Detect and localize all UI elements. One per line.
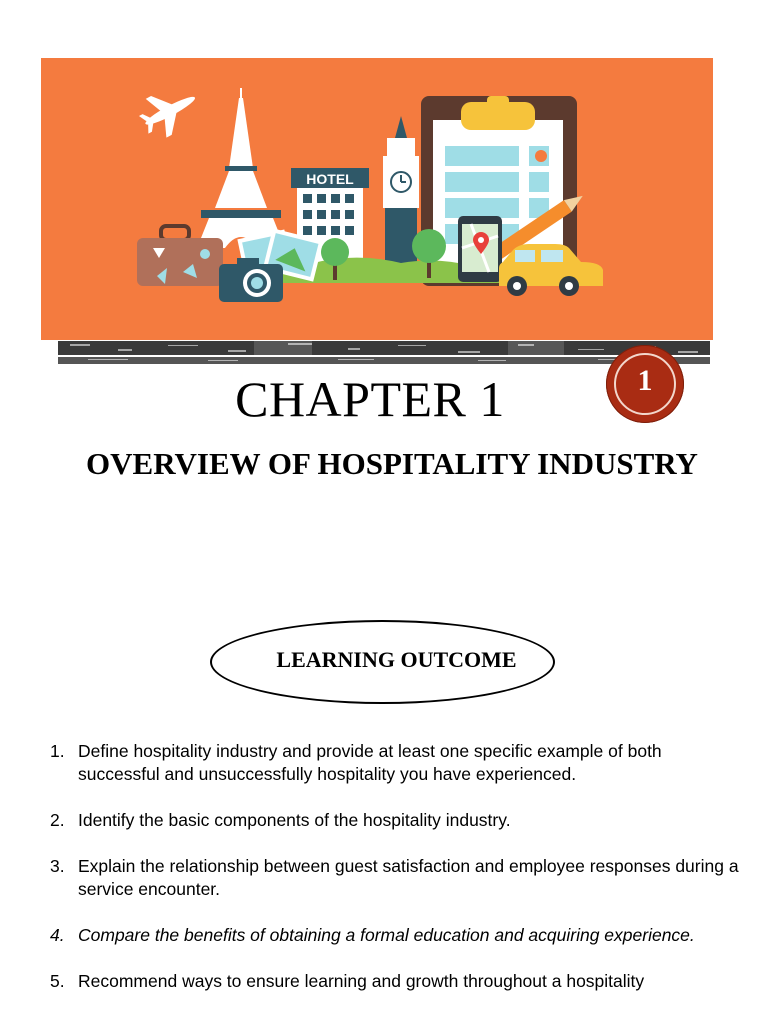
list-item-number: 1. [50, 741, 65, 761]
list-item [50, 924, 740, 947]
chapter-title: CHAPTER 1 [235, 371, 505, 427]
list-item-number: 2. [50, 810, 65, 830]
list-item [50, 855, 740, 901]
list-item [50, 809, 740, 832]
eiffel-tower-icon [197, 88, 285, 248]
list-item-text: Define hospitality industry and provide at least one specific example of both successful and unsuccessfully hospitality you have experienced. [78, 741, 662, 784]
chapter-subtitle: OVERVIEW OF HOSPITALITY INDUSTRY [86, 446, 698, 481]
list-item-number: 4. [50, 925, 65, 945]
list-item [50, 740, 740, 786]
smartphone-map-icon [458, 216, 502, 282]
learning-outcome-heading: LEARNING OUTCOME [276, 647, 517, 672]
list-item-number: 3. [50, 856, 65, 876]
list-item-text: Recommend ways to ensure learning and growth throughout a hospitality [78, 971, 645, 991]
header-banner [41, 58, 713, 340]
list-item-number: 5. [50, 971, 65, 991]
chapter-number: 1 [637, 364, 653, 397]
airplane-icon [133, 78, 205, 144]
learning-outcome-list [50, 740, 740, 1016]
list-item-text: Compare the benefits of obtaining a formal education and acquiring experience. [78, 925, 695, 945]
svg-text:HOTEL: HOTEL [306, 171, 354, 187]
list-item-text: Explain the relationship between guest satisfaction and employee responses during a service encounter. [78, 856, 739, 899]
list-item-text: Identify the basic components of the hospitality industry. [78, 810, 511, 830]
taxi-car-icon [499, 244, 603, 296]
clock-tower-icon [383, 116, 419, 278]
travel-illustration [41, 58, 713, 340]
camera-icon [219, 258, 283, 302]
list-item [50, 970, 740, 993]
